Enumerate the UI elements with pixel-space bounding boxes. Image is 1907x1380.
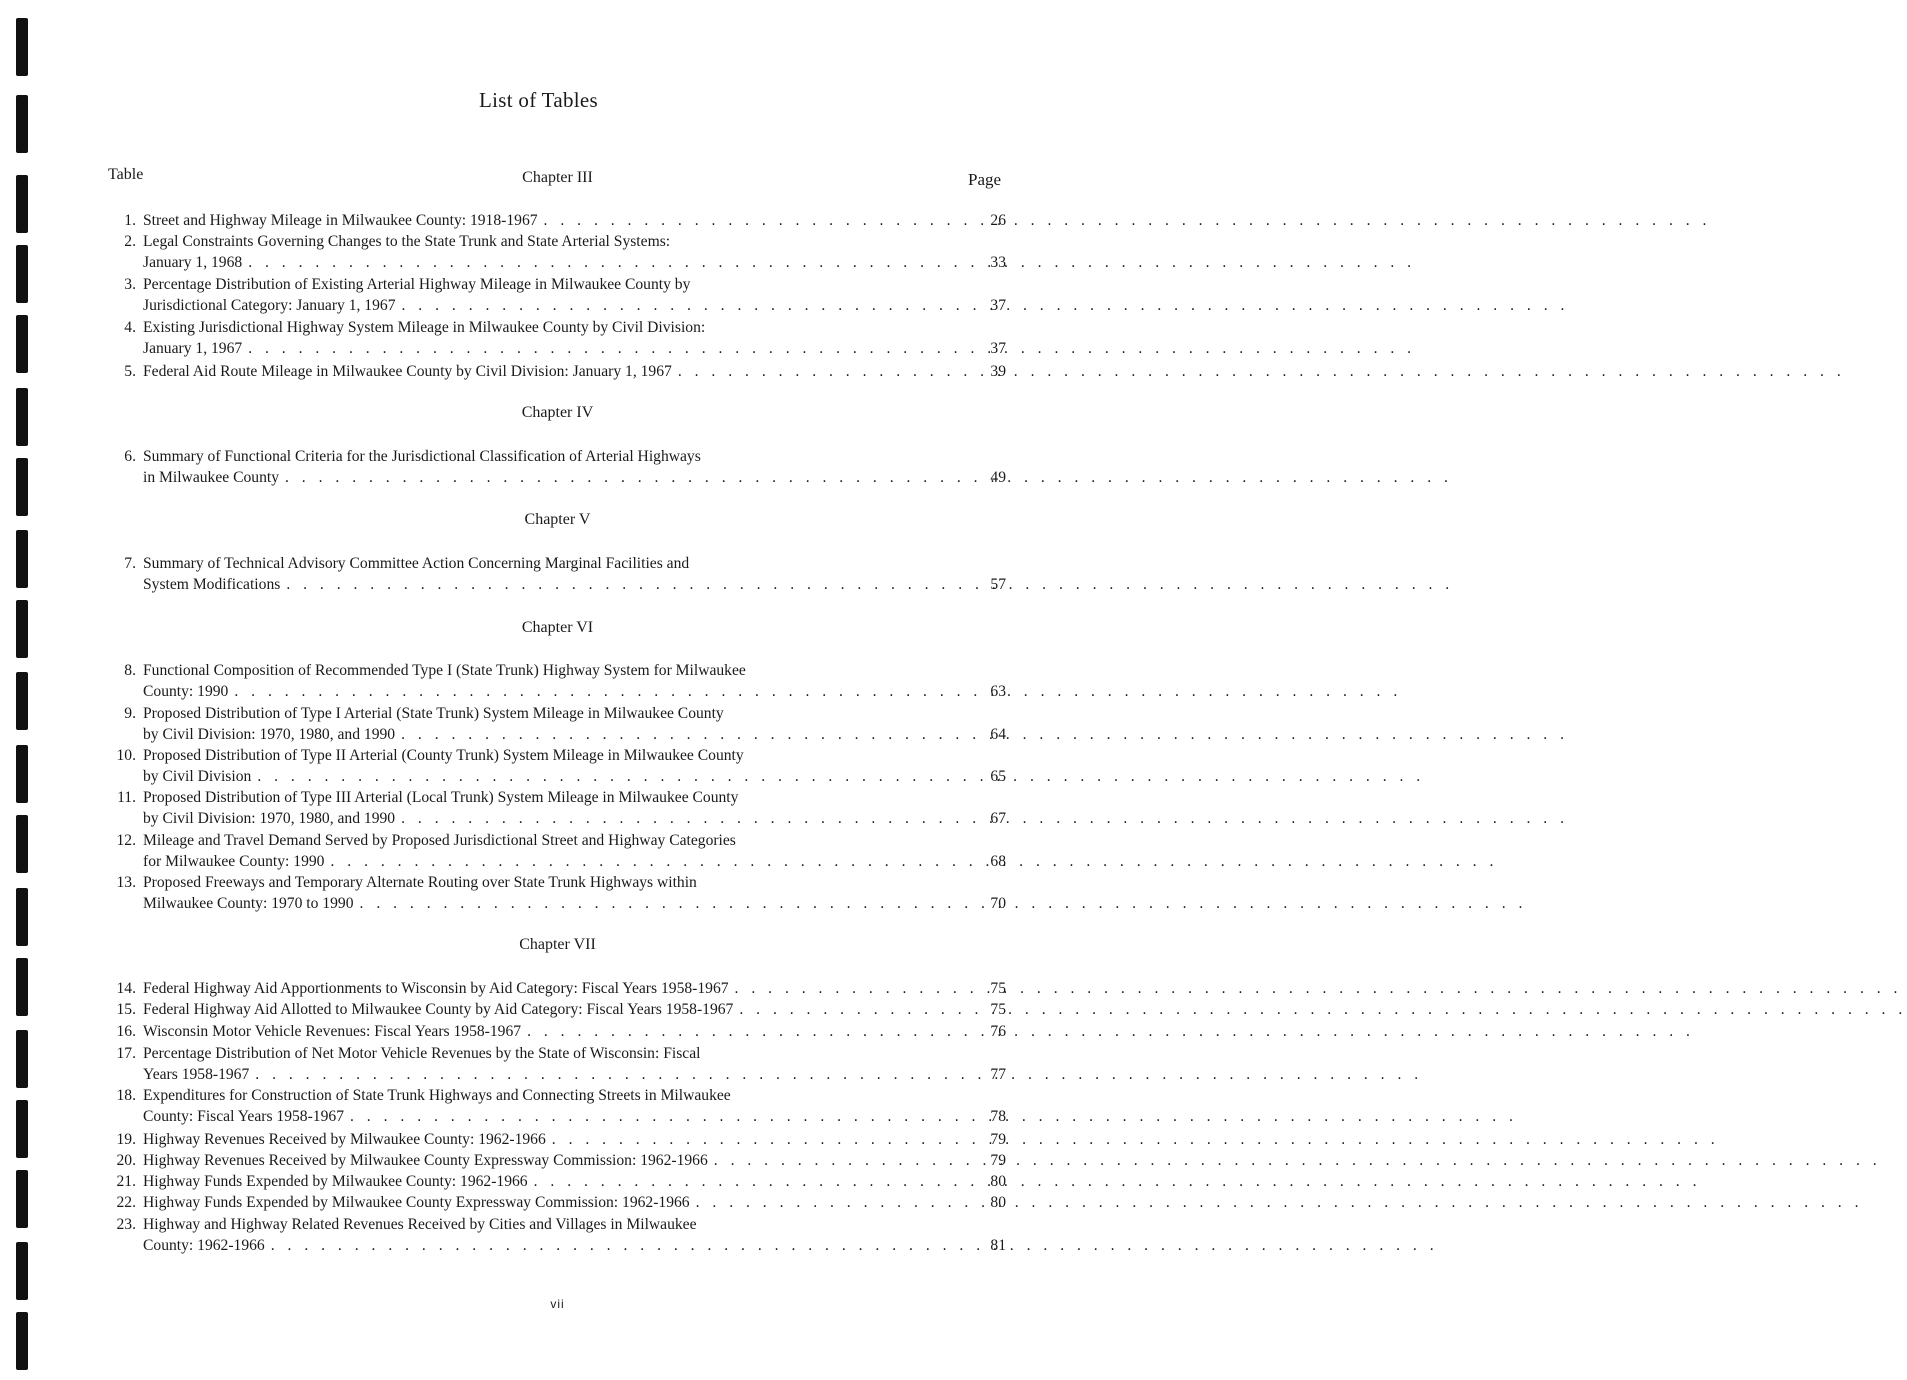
table-entry-continued — [104, 446, 1006, 467]
entry-number: 6. — [124, 448, 136, 465]
entry-title-text: Proposed Distribution of Type III Arterial (Local Trunk) System Mileage in Milwaukee County — [143, 789, 739, 806]
entry-title-text: System Modifications — [143, 576, 281, 594]
entry-page-number: 65 — [990, 768, 1006, 786]
entry-title — [143, 703, 1006, 724]
binding-hole — [16, 315, 28, 373]
dot-leader — [344, 1106, 1517, 1127]
entry-title-text: Percentage Distribution of Existing Arterial Highway Mileage in Milwaukee County by — [143, 276, 691, 293]
entry-number: 12. — [116, 832, 136, 849]
table-entry — [104, 999, 1006, 1020]
dot-leader — [729, 978, 1902, 999]
binding-hole — [16, 1100, 28, 1158]
dot-leader — [265, 1235, 1438, 1256]
entry-page-number: 76 — [990, 1023, 1006, 1040]
entry-title — [143, 1106, 1006, 1127]
entry-title — [143, 274, 1006, 295]
table-entry-continued — [104, 317, 1006, 338]
binding-hole — [16, 1242, 28, 1300]
entry-number: 2. — [124, 233, 136, 250]
binding-hole — [16, 745, 28, 803]
dot-leader — [733, 999, 1906, 1020]
table-entry — [104, 1021, 1006, 1042]
table-entry-continued — [104, 553, 1006, 574]
entry-title — [143, 1171, 1006, 1192]
entry-number: 8. — [124, 662, 136, 679]
table-entry-continued — [104, 1043, 1006, 1064]
entry-title-text: January 1, 1968 — [143, 254, 243, 272]
entry-number: 15. — [116, 1001, 136, 1018]
entry-title-text: Years 1958-1967 — [143, 1066, 250, 1084]
table-entry-continued — [104, 830, 1006, 851]
binding-hole — [16, 815, 28, 873]
entry-title-text: Highway Revenues Received by Milwaukee County: 1962-1966 — [143, 1131, 546, 1148]
entry-number: 23. — [116, 1216, 136, 1233]
entry-title-text: Milwaukee County: 1970 to 1990 — [143, 895, 354, 913]
binding-hole — [16, 1030, 28, 1088]
entry-number: 17. — [116, 1045, 136, 1062]
entry-title-text: by Civil Division: 1970, 1980, and 1990 — [143, 810, 396, 828]
chapter-heading: Chapter VII — [519, 936, 596, 953]
entry-title-text: Mileage and Travel Demand Served by Proposed Jurisdictional Street and Highway Categories — [143, 832, 736, 849]
entry-title — [143, 787, 1006, 808]
table-entry — [104, 851, 1006, 872]
entry-title — [143, 295, 1006, 316]
entry-title — [143, 252, 1006, 273]
entry-title-text: Highway Funds Expended by Milwaukee County: 1962-1966 — [143, 1173, 528, 1190]
entry-page-number: 75 — [990, 1001, 1006, 1018]
entry-title — [143, 808, 1006, 829]
entry-title — [143, 361, 1006, 382]
entry-number: 1. — [124, 212, 136, 229]
entry-title — [143, 574, 1006, 595]
table-entry — [104, 210, 1006, 231]
dot-leader — [242, 338, 1415, 359]
entry-title — [143, 893, 1006, 914]
table-entry — [104, 1235, 1006, 1256]
table-entry — [104, 1129, 1006, 1150]
entry-title — [143, 1064, 1006, 1085]
entry-page-number: 79 — [990, 1131, 1006, 1148]
table-entry — [104, 978, 1006, 999]
entry-number: 4. — [124, 319, 136, 336]
entry-page-number: 57 — [990, 576, 1006, 594]
entry-title-text: Federal Aid Route Mileage in Milwaukee County by Civil Division: January 1, 1967 — [143, 363, 672, 380]
entry-title — [143, 681, 1006, 702]
entry-title — [143, 1021, 1006, 1042]
entry-title-text: Federal Highway Aid Allotted to Milwaukee County by Aid Category: Fiscal Years 1958-1967 — [143, 1001, 734, 1018]
entry-title-text: Proposed Distribution of Type II Arterial (County Trunk) System Mileage in Milwaukee County — [143, 747, 744, 764]
column-header-table: Table — [108, 166, 144, 183]
dot-leader — [672, 361, 1845, 382]
entry-title-text: Jurisdictional Category: January 1, 1967 — [143, 297, 396, 315]
entry-title-text: Highway Funds Expended by Milwaukee County Expressway Commission: 1962-1966 — [143, 1194, 690, 1211]
table-entry-continued — [104, 274, 1006, 295]
binding-hole — [16, 530, 28, 588]
entry-title-text: Functional Composition of Recommended Type I (State Trunk) Highway System for Milwaukee — [143, 662, 746, 679]
entry-title — [143, 446, 1006, 467]
table-entry — [104, 893, 1006, 914]
table-entry-continued — [104, 1214, 1006, 1235]
binding-hole — [16, 672, 28, 730]
entry-title — [143, 338, 1006, 359]
entry-title — [143, 1085, 1006, 1106]
entry-title — [143, 745, 1006, 766]
chapter-heading: Chapter IV — [521, 404, 594, 421]
table-entry — [104, 467, 1006, 488]
entry-page-number: 81 — [990, 1237, 1006, 1255]
dot-leader — [690, 1192, 1863, 1213]
entry-title-text: Highway Revenues Received by Milwaukee County Expressway Commission: 1962-1966 — [143, 1152, 708, 1169]
entry-title — [143, 851, 1006, 872]
entry-number: 14. — [116, 980, 136, 997]
table-entry-continued — [104, 1085, 1006, 1106]
table-entry-continued — [104, 703, 1006, 724]
entry-title — [143, 766, 1006, 787]
entry-title-text: January 1, 1967 — [143, 340, 243, 358]
binding-hole — [16, 18, 28, 76]
dot-leader — [528, 1171, 1701, 1192]
page-title: List of Tables — [479, 88, 598, 112]
dot-leader — [708, 1150, 1881, 1171]
entry-page-number: 63 — [990, 683, 1006, 701]
table-entry-continued — [104, 787, 1006, 808]
entry-title — [143, 1129, 1006, 1150]
table-entry — [104, 724, 1006, 745]
entry-title-text: Highway and Highway Related Revenues Received by Cities and Villages in Milwaukee — [143, 1216, 697, 1233]
entry-title-text: Wisconsin Motor Vehicle Revenues: Fiscal Years 1958-1967 — [143, 1023, 522, 1040]
chapter-heading: Chapter III — [522, 169, 593, 186]
entry-title-text: Summary of Technical Advisory Committee Action Concerning Marginal Facilities and — [143, 555, 690, 572]
table-entry — [104, 681, 1006, 702]
table-entry — [104, 295, 1006, 316]
entry-title-text: Legal Constraints Governing Changes to the State Trunk and State Arterial Systems: — [143, 233, 671, 250]
entry-title — [143, 553, 1006, 574]
entry-title — [143, 1043, 1006, 1064]
entry-title — [143, 872, 1006, 893]
table-entry — [104, 1150, 1006, 1171]
dot-leader — [354, 893, 1527, 914]
dot-leader — [521, 1021, 1694, 1042]
entry-title — [143, 660, 1006, 681]
table-entry-continued — [104, 660, 1006, 681]
entry-number: 16. — [116, 1023, 136, 1040]
entry-title-text: Proposed Distribution of Type I Arterial (State Trunk) System Mileage in Milwaukee County — [143, 705, 724, 722]
entry-page-number: 37 — [990, 340, 1006, 358]
table-entry — [104, 1171, 1006, 1192]
entry-number: 13. — [116, 874, 136, 891]
entry-number: 20. — [116, 1152, 136, 1169]
entry-page-number: 26 — [990, 212, 1006, 229]
table-entry — [104, 1192, 1006, 1213]
entry-title-text: Summary of Functional Criteria for the Jurisdictional Classification of Arterial Highways — [143, 448, 701, 465]
entry-page-number: 33 — [990, 254, 1006, 272]
entry-page-number: 78 — [990, 1108, 1006, 1126]
entry-page-number: 68 — [990, 853, 1006, 871]
entry-number: 11. — [117, 789, 136, 806]
entry-title-text: Percentage Distribution of Net Motor Vehicle Revenues by the State of Wisconsin: Fiscal — [143, 1045, 701, 1062]
chapter-heading: Chapter V — [524, 511, 591, 528]
entry-title — [143, 231, 1006, 252]
entry-title-text: Federal Highway Aid Apportionments to Wisconsin by Aid Category: Fiscal Years 1958-1967 — [143, 980, 729, 997]
entry-number: 22. — [116, 1194, 136, 1211]
dot-leader — [280, 574, 1453, 595]
chapter-heading: Chapter VI — [521, 619, 594, 636]
entry-title — [143, 724, 1006, 745]
entry-title — [143, 317, 1006, 338]
entry-title-text: County: 1962-1966 — [143, 1237, 265, 1255]
entry-title — [143, 1192, 1006, 1213]
table-entry — [104, 338, 1006, 359]
dot-leader — [324, 851, 1497, 872]
table-entry-continued — [104, 745, 1006, 766]
entry-title-text: by Civil Division: 1970, 1980, and 1990 — [143, 726, 396, 744]
table-entry — [104, 808, 1006, 829]
entry-number: 3. — [124, 276, 136, 293]
entry-number: 9. — [124, 705, 136, 722]
table-entry — [104, 766, 1006, 787]
entry-title-text: County: 1990 — [143, 683, 229, 701]
entry-title — [143, 978, 1006, 999]
entry-title-text: Street and Highway Mileage in Milwaukee County: 1918-1967 — [143, 212, 538, 229]
entry-page-number: 49 — [990, 469, 1006, 487]
binding-hole — [16, 458, 28, 516]
entry-title-text: Existing Jurisdictional Highway System Mileage in Milwaukee County by Civil Division: — [143, 319, 706, 336]
table-entry — [104, 1064, 1006, 1085]
entry-title — [143, 467, 1006, 488]
entry-title — [143, 1214, 1006, 1235]
table-entry — [104, 574, 1006, 595]
entry-number: 10. — [116, 747, 136, 764]
entry-title-text: by Civil Division — [143, 768, 252, 786]
binding-hole — [16, 1170, 28, 1228]
column-header-page: Page — [968, 170, 1002, 189]
dot-leader — [251, 766, 1424, 787]
entry-number: 7. — [124, 555, 136, 572]
entry-page-number: 75 — [990, 980, 1006, 997]
dot-leader — [546, 1129, 1719, 1150]
entry-page-number: 79 — [990, 1152, 1006, 1169]
dot-leader — [249, 1064, 1422, 1085]
entry-number: 21. — [116, 1173, 136, 1190]
dot-leader — [242, 252, 1415, 273]
table-entry — [104, 1106, 1006, 1127]
entry-title-text: in Milwaukee County — [143, 469, 279, 487]
entry-page-number: 77 — [990, 1066, 1006, 1084]
entry-title — [143, 1235, 1006, 1256]
entry-page-number: 39 — [990, 363, 1006, 380]
entry-page-number: 70 — [990, 895, 1006, 913]
entry-title — [143, 210, 1006, 231]
table-entry — [104, 361, 1006, 382]
entry-title-text: Expenditures for Construction of State Trunk Highways and Connecting Streets in Milwaukee — [143, 1087, 731, 1104]
dot-leader — [279, 467, 1452, 488]
binding-hole — [16, 245, 28, 303]
binding-hole — [16, 1312, 28, 1370]
entry-title-text: for Milwaukee County: 1990 — [143, 853, 325, 871]
binding-hole — [16, 958, 28, 1016]
table-entry-continued — [104, 231, 1006, 252]
entry-title — [143, 830, 1006, 851]
entry-title-text: County: Fiscal Years 1958-1967 — [143, 1108, 344, 1126]
table-entry-continued — [104, 872, 1006, 893]
dot-leader — [228, 681, 1401, 702]
entry-page-number: 80 — [990, 1173, 1006, 1190]
page-number: vii — [550, 1297, 565, 1311]
entry-number: 19. — [116, 1131, 136, 1148]
entry-page-number: 67 — [990, 810, 1006, 828]
entry-page-number: 37 — [990, 297, 1006, 315]
entry-title — [143, 1150, 1006, 1171]
entry-page-number: 80 — [990, 1194, 1006, 1211]
binding-holes — [0, 0, 60, 1380]
entry-number: 18. — [116, 1087, 136, 1104]
entry-title — [143, 999, 1006, 1020]
table-entry — [104, 252, 1006, 273]
entry-number: 5. — [124, 363, 136, 380]
entry-page-number: 64 — [990, 726, 1006, 744]
dot-leader — [538, 210, 1711, 231]
entry-title-text: Proposed Freeways and Temporary Alternate Routing over State Trunk Highways within — [143, 874, 697, 891]
